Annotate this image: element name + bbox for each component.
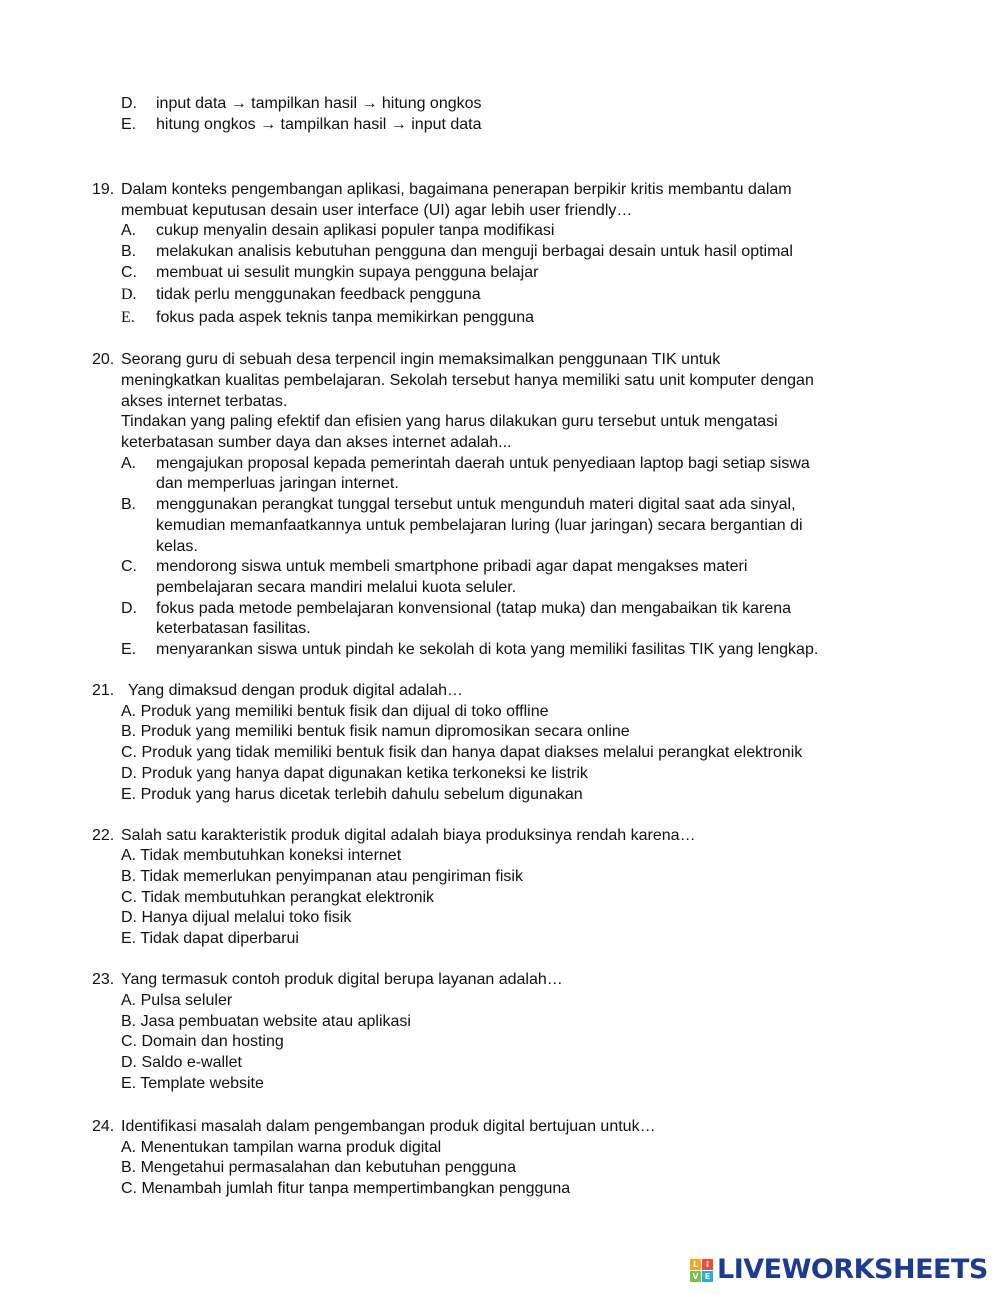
option-letter: D.	[121, 600, 137, 617]
option-letter: B.	[121, 496, 137, 513]
option-letter: A.	[121, 222, 137, 239]
option-text: menggunakan perangkat tunggal tersebut untuk mengunduh materi digital saat ada sinyal,	[156, 496, 796, 513]
question-number: 23.	[92, 971, 115, 988]
option-text: E. Template website	[121, 1075, 264, 1092]
option-text: C. Produk yang tidak memiliki bentuk fisik dan hanya dapat diakses melalui perangkat elektronik	[121, 744, 803, 761]
logo-cell: I	[702, 1259, 713, 1270]
option-text: B. Mengetahui permasalahan dan kebutuhan pengguna	[121, 1159, 516, 1176]
option-text: tidak perlu menggunakan feedback pengguna	[156, 286, 481, 303]
option-text: E. Produk yang harus dicetak terlebih dahulu sebelum digunakan	[121, 786, 583, 803]
option-text: fokus pada aspek teknis tanpa memikirkan pengguna	[156, 309, 535, 326]
logo-grid-icon	[690, 1259, 713, 1282]
question-text: Tindakan yang paling efektif dan efisien yang harus dilakukan guru tersebut untuk mengatasi	[121, 413, 778, 430]
question-text: Yang termasuk contoh produk digital berupa layanan adalah…	[121, 971, 563, 988]
option-text: B. Produk yang memiliki bentuk fisik namun dipromosikan secara online	[121, 723, 630, 740]
option-text: B. Tidak memerlukan penyimpanan atau pengiriman fisik	[121, 868, 523, 885]
logo-text: LIVEWORKSHEETS	[717, 1254, 988, 1285]
question-text: Salah satu karakteristik produk digital adalah biaya produksinya rendah karena…	[121, 827, 696, 844]
option-text: input data → tampilkan hasil → hitung ongkos	[156, 95, 482, 112]
option-text: kemudian memanfaatkannya untuk pembelajaran luring (luar jaringan) secara bergantian di	[156, 517, 803, 534]
question-number: 24.	[92, 1118, 115, 1135]
question-text: keterbatasan sumber daya dan akses internet adalah...	[121, 434, 512, 451]
question-text: Dalam konteks pengembangan aplikasi, bagaimana penerapan berpikir kritis membantu dalam	[121, 181, 792, 198]
option-text: membuat ui sesulit mungkin supaya pengguna belajar	[156, 264, 539, 281]
option-text: melakukan analisis kebutuhan pengguna dan menguji berbagai desain untuk hasil optimal	[156, 243, 793, 260]
option-text: mengajukan proposal kepada pemerintah daerah untuk penyediaan laptop bagi setiap siswa	[156, 455, 810, 472]
logo-cell: V	[690, 1271, 701, 1282]
option-text: kelas.	[156, 538, 198, 555]
question-number: 22.	[92, 827, 115, 844]
question-number: 21.	[92, 682, 115, 699]
option-letter: E.	[121, 641, 137, 658]
option-letter: A.	[121, 455, 137, 472]
question-text: Seorang guru di sebuah desa terpencil ingin memaksimalkan penggunaan TIK untuk	[121, 351, 721, 368]
option-text: keterbatasan fasilitas.	[156, 620, 311, 637]
option-text: C. Tidak membutuhkan perangkat elektronik	[121, 889, 435, 906]
option-text: C. Domain dan hosting	[121, 1033, 284, 1050]
option-text: dan memperluas jaringan internet.	[156, 475, 399, 492]
option-letter: D.	[121, 286, 137, 303]
option-text: mendorong siswa untuk membeli smartphone pribadi agar dapat mengakses materi	[156, 558, 748, 575]
question-text: Identifikasi masalah dalam pengembangan produk digital bertujuan untuk…	[121, 1118, 656, 1135]
logo-cell: L	[690, 1259, 701, 1270]
option-text: A. Menentukan tampilan warna produk digital	[121, 1139, 442, 1156]
question-text: meningkatkan kualitas pembelajaran. Sekolah tersebut hanya memiliki satu unit komputer dengan	[121, 372, 814, 389]
option-letter: E.	[121, 309, 135, 326]
question-text: membuat keputusan desain user interface (UI) agar lebih user friendly…	[121, 202, 633, 219]
option-text: pembelajaran secara mandiri melalui kuota seluler.	[156, 579, 517, 596]
option-text: D. Hanya dijual melalui toko fisik	[121, 909, 352, 926]
question-number: 20.	[92, 351, 115, 368]
option-text: cukup menyalin desain aplikasi populer tanpa modifikasi	[156, 222, 555, 239]
option-text: D. Saldo e-wallet	[121, 1054, 242, 1071]
logo-cell: E	[702, 1271, 713, 1282]
liveworksheets-logo[interactable]	[690, 1255, 988, 1285]
option-text: hitung ongkos → tampilkan hasil → input data	[156, 116, 482, 133]
option-text: C. Menambah jumlah fitur tanpa mempertimbangkan pengguna	[121, 1180, 571, 1197]
option-text: fokus pada metode pembelajaran konvensional (tatap muka) dan mengabaikan tik karena	[156, 600, 792, 617]
option-text: A. Produk yang memiliki bentuk fisik dan dijual di toko offline	[121, 703, 549, 720]
option-text: menyarankan siswa untuk pindah ke sekolah di kota yang memiliki fasilitas TIK yang lengkap.	[156, 641, 819, 658]
option-text: A. Tidak membutuhkan koneksi internet	[121, 847, 402, 864]
question-text: akses internet terbatas.	[121, 393, 288, 410]
option-text: D. Produk yang hanya dapat digunakan ketika terkoneksi ke listrik	[121, 765, 588, 782]
option-letter: E.	[121, 116, 137, 133]
option-text: E. Tidak dapat diperbarui	[121, 930, 299, 947]
question-number: 19.	[92, 181, 115, 198]
option-text: B. Jasa pembuatan website atau aplikasi	[121, 1013, 411, 1030]
option-letter: C.	[121, 264, 137, 281]
option-letter: D.	[121, 95, 137, 112]
option-text: A. Pulsa seluler	[121, 992, 233, 1009]
option-letter: C.	[121, 558, 137, 575]
option-letter: B.	[121, 243, 137, 260]
question-text: Yang dimaksud dengan produk digital adalah…	[128, 682, 464, 699]
